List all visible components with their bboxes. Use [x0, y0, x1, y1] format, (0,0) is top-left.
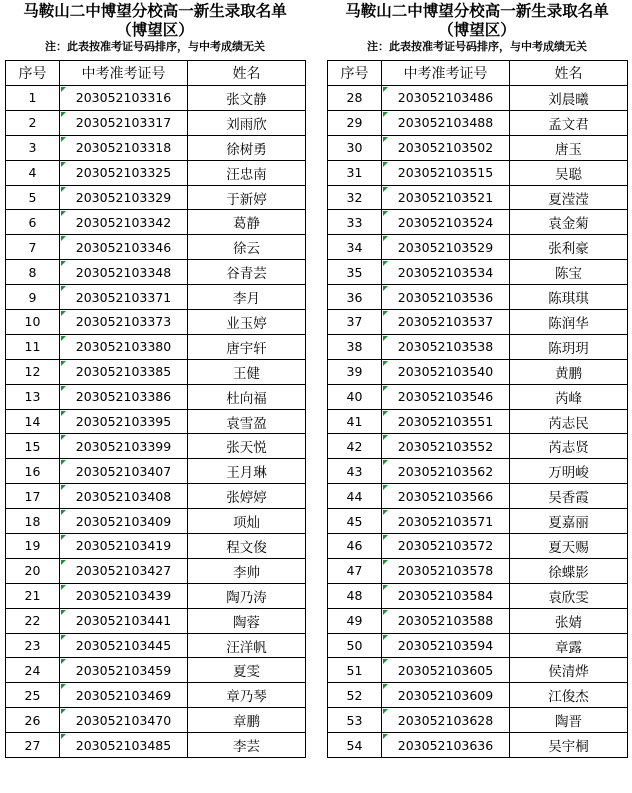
cert-cell: 203052103636 [382, 733, 510, 758]
cert-cell: 203052103485 [60, 733, 188, 758]
table-body-right [328, 86, 628, 758]
table-row [328, 534, 628, 559]
cert-cell: 203052103316 [60, 86, 188, 111]
table-row [6, 409, 306, 434]
table-row [328, 708, 628, 733]
name-cell: 章鹏 [188, 708, 306, 733]
cert-cell: 203052103346 [60, 235, 188, 260]
index-cell: 29 [328, 110, 382, 135]
table-row [6, 633, 306, 658]
cert-cell: 203052103325 [60, 160, 188, 185]
cert-cell: 203052103439 [60, 583, 188, 608]
cert-cell: 203052103578 [382, 558, 510, 583]
index-cell: 33 [328, 210, 382, 235]
table-row [328, 334, 628, 359]
cert-cell: 203052103537 [382, 310, 510, 335]
cert-cell: 203052103571 [382, 509, 510, 534]
index-cell: 36 [328, 285, 382, 310]
index-cell: 21 [6, 583, 60, 608]
header-row [6, 61, 306, 86]
header-name: 姓名 [510, 61, 628, 86]
name-cell: 夏雯 [188, 658, 306, 683]
cert-cell: 203052103562 [382, 459, 510, 484]
index-cell: 15 [6, 434, 60, 459]
page-title [5, 0, 305, 40]
name-cell: 陶晋 [510, 708, 628, 733]
cert-cell: 203052103572 [382, 534, 510, 559]
index-cell: 45 [328, 509, 382, 534]
name-cell: 程文俊 [188, 534, 306, 559]
index-cell: 19 [6, 534, 60, 559]
cert-cell: 203052103419 [60, 534, 188, 559]
table-row [328, 608, 628, 633]
name-cell: 徐云 [188, 235, 306, 260]
table-row [328, 733, 628, 758]
index-cell: 28 [328, 86, 382, 111]
cert-cell: 203052103488 [382, 110, 510, 135]
name-cell: 夏滢滢 [510, 185, 628, 210]
table-row [328, 86, 628, 111]
table-row [328, 359, 628, 384]
table-row [328, 260, 628, 285]
index-cell: 5 [6, 185, 60, 210]
index-cell: 38 [328, 334, 382, 359]
table-row [6, 185, 306, 210]
cert-cell: 203052103342 [60, 210, 188, 235]
cert-cell: 203052103399 [60, 434, 188, 459]
index-cell: 46 [328, 534, 382, 559]
name-cell: 于新婷 [188, 185, 306, 210]
name-cell: 谷青芸 [188, 260, 306, 285]
table-row [6, 558, 306, 583]
cert-cell: 203052103317 [60, 110, 188, 135]
name-cell: 黄鹏 [510, 359, 628, 384]
index-cell: 42 [328, 434, 382, 459]
name-cell: 章乃琴 [188, 683, 306, 708]
table-row [6, 534, 306, 559]
table-row [6, 708, 306, 733]
table-row [6, 484, 306, 509]
index-cell: 8 [6, 260, 60, 285]
cert-cell: 203052103515 [382, 160, 510, 185]
cert-cell: 203052103408 [60, 484, 188, 509]
index-cell: 6 [6, 210, 60, 235]
cert-cell: 203052103373 [60, 310, 188, 335]
name-cell: 夏天赐 [510, 534, 628, 559]
header-cert: 中考准考证号 [60, 61, 188, 86]
title-line-1: 马鞍山二中博望分校高一新生录取名单 [345, 2, 609, 20]
cert-cell: 203052103445 [60, 633, 188, 658]
table-row [328, 235, 628, 260]
table-body-left [6, 86, 306, 758]
admission-table-right [327, 60, 628, 758]
index-cell: 34 [328, 235, 382, 260]
table-row [6, 160, 306, 185]
title-line-1: 马鞍山二中博望分校高一新生录取名单 [23, 2, 287, 20]
cert-cell: 203052103521 [382, 185, 510, 210]
name-cell: 业玉婷 [188, 310, 306, 335]
name-cell: 夏嘉丽 [510, 509, 628, 534]
index-cell: 44 [328, 484, 382, 509]
name-cell: 袁欣雯 [510, 583, 628, 608]
cert-cell: 203052103407 [60, 459, 188, 484]
index-cell: 2 [6, 110, 60, 135]
cert-cell: 203052103409 [60, 509, 188, 534]
page-title-right [327, 0, 627, 40]
name-cell: 李月 [188, 285, 306, 310]
name-cell: 万明峻 [510, 459, 628, 484]
table-row [328, 459, 628, 484]
cert-cell: 203052103470 [60, 708, 188, 733]
name-cell: 江俊杰 [510, 683, 628, 708]
table-row [6, 459, 306, 484]
table-row [328, 633, 628, 658]
index-cell: 39 [328, 359, 382, 384]
index-cell: 43 [328, 459, 382, 484]
cert-cell: 203052103605 [382, 658, 510, 683]
right-panel [327, 0, 627, 758]
cert-cell: 203052103459 [60, 658, 188, 683]
table-row [328, 434, 628, 459]
name-cell: 项灿 [188, 509, 306, 534]
table-row [328, 484, 628, 509]
index-cell: 40 [328, 384, 382, 409]
index-cell: 54 [328, 733, 382, 758]
cert-cell: 203052103584 [382, 583, 510, 608]
name-cell: 杜向福 [188, 384, 306, 409]
name-cell: 王健 [188, 359, 306, 384]
name-cell: 吴宇桐 [510, 733, 628, 758]
name-cell: 葛静 [188, 210, 306, 235]
table-row [328, 160, 628, 185]
cert-cell: 203052103395 [60, 409, 188, 434]
cert-cell: 203052103552 [382, 434, 510, 459]
index-cell: 32 [328, 185, 382, 210]
name-cell: 张文静 [188, 86, 306, 111]
cert-cell: 203052103469 [60, 683, 188, 708]
table-row [328, 409, 628, 434]
name-cell: 吴香霞 [510, 484, 628, 509]
index-cell: 47 [328, 558, 382, 583]
name-cell: 陈宝 [510, 260, 628, 285]
index-cell: 3 [6, 135, 60, 160]
cert-cell: 203052103551 [382, 409, 510, 434]
name-cell: 张利豪 [510, 235, 628, 260]
cert-cell: 203052103486 [382, 86, 510, 111]
title-line-2: （博望区） [116, 21, 194, 39]
cert-cell: 203052103502 [382, 135, 510, 160]
table-row [328, 185, 628, 210]
cert-cell: 203052103427 [60, 558, 188, 583]
name-cell: 陈琪琪 [510, 285, 628, 310]
name-cell: 孟文君 [510, 110, 628, 135]
table-row [6, 608, 306, 633]
table-row [6, 509, 306, 534]
table-row [6, 135, 306, 160]
table-row [6, 310, 306, 335]
name-cell: 汪洋帆 [188, 633, 306, 658]
index-cell: 49 [328, 608, 382, 633]
name-cell: 刘晨曦 [510, 86, 628, 111]
table-row [328, 658, 628, 683]
index-cell: 53 [328, 708, 382, 733]
index-cell: 31 [328, 160, 382, 185]
name-cell: 吴聪 [510, 160, 628, 185]
index-cell: 9 [6, 285, 60, 310]
cert-cell: 203052103546 [382, 384, 510, 409]
index-cell: 35 [328, 260, 382, 285]
name-cell: 芮峰 [510, 384, 628, 409]
name-cell: 芮志贤 [510, 434, 628, 459]
table-row [328, 558, 628, 583]
index-cell: 48 [328, 583, 382, 608]
cert-cell: 203052103628 [382, 708, 510, 733]
table-row [328, 135, 628, 160]
index-cell: 11 [6, 334, 60, 359]
index-cell: 25 [6, 683, 60, 708]
table-row [328, 384, 628, 409]
cert-cell: 203052103348 [60, 260, 188, 285]
name-cell: 陈润华 [510, 310, 628, 335]
name-cell: 张婷婷 [188, 484, 306, 509]
table-row [6, 434, 306, 459]
index-cell: 41 [328, 409, 382, 434]
cert-cell: 203052103371 [60, 285, 188, 310]
table-row [6, 86, 306, 111]
cert-cell: 203052103538 [382, 334, 510, 359]
name-cell: 唐宇轩 [188, 334, 306, 359]
cert-cell: 203052103441 [60, 608, 188, 633]
table-row [6, 260, 306, 285]
name-cell: 李芸 [188, 733, 306, 758]
name-cell: 徐树勇 [188, 135, 306, 160]
header-index: 序号 [328, 61, 382, 86]
index-cell: 1 [6, 86, 60, 111]
index-cell: 23 [6, 633, 60, 658]
cert-cell: 203052103594 [382, 633, 510, 658]
table-row [328, 583, 628, 608]
index-cell: 13 [6, 384, 60, 409]
name-cell: 陈玥玥 [510, 334, 628, 359]
cert-cell: 203052103609 [382, 683, 510, 708]
name-cell: 唐玉 [510, 135, 628, 160]
index-cell: 26 [6, 708, 60, 733]
name-cell: 王月琳 [188, 459, 306, 484]
cert-cell: 203052103385 [60, 359, 188, 384]
header-cert: 中考准考证号 [382, 61, 510, 86]
index-cell: 52 [328, 683, 382, 708]
name-cell: 袁金菊 [510, 210, 628, 235]
admission-table-left [5, 60, 306, 758]
table-row [6, 235, 306, 260]
table-row [6, 658, 306, 683]
name-cell: 章露 [510, 633, 628, 658]
name-cell: 侯清烨 [510, 658, 628, 683]
index-cell: 16 [6, 459, 60, 484]
cert-cell: 203052103380 [60, 334, 188, 359]
table-row [6, 683, 306, 708]
table-row [6, 334, 306, 359]
name-cell: 陶乃涛 [188, 583, 306, 608]
index-cell: 4 [6, 160, 60, 185]
name-cell: 刘雨欣 [188, 110, 306, 135]
index-cell: 20 [6, 558, 60, 583]
cert-cell: 203052103534 [382, 260, 510, 285]
cert-cell: 203052103588 [382, 608, 510, 633]
cert-cell: 203052103566 [382, 484, 510, 509]
name-cell: 芮志民 [510, 409, 628, 434]
cert-cell: 203052103386 [60, 384, 188, 409]
name-cell: 陶蓉 [188, 608, 306, 633]
cert-cell: 203052103529 [382, 235, 510, 260]
index-cell: 14 [6, 409, 60, 434]
table-row [6, 733, 306, 758]
name-cell: 张天悦 [188, 434, 306, 459]
table-row [6, 285, 306, 310]
table-row [6, 359, 306, 384]
index-cell: 7 [6, 235, 60, 260]
index-cell: 37 [328, 310, 382, 335]
table-row [328, 310, 628, 335]
sort-note: 注：此表按准考证号码排序，与中考成绩无关 [45, 40, 265, 53]
index-cell: 18 [6, 509, 60, 534]
table-row [328, 110, 628, 135]
cert-cell: 203052103329 [60, 185, 188, 210]
name-cell: 李帅 [188, 558, 306, 583]
cert-cell: 203052103536 [382, 285, 510, 310]
name-cell: 袁雪盈 [188, 409, 306, 434]
index-cell: 50 [328, 633, 382, 658]
index-cell: 27 [6, 733, 60, 758]
sort-note-right: 注：此表按准考证号码排序，与中考成绩无关 [367, 40, 587, 53]
table-row [6, 384, 306, 409]
cert-cell: 203052103318 [60, 135, 188, 160]
left-panel [5, 0, 305, 758]
title-line-2: （博望区） [438, 21, 516, 39]
name-cell: 汪忠南 [188, 160, 306, 185]
header-row [328, 61, 628, 86]
table-row [6, 110, 306, 135]
header-index: 序号 [6, 61, 60, 86]
table-row [328, 683, 628, 708]
table-row [328, 509, 628, 534]
table-row [6, 210, 306, 235]
cert-cell: 203052103540 [382, 359, 510, 384]
table-row [328, 285, 628, 310]
name-cell: 徐蝶影 [510, 558, 628, 583]
cert-cell: 203052103524 [382, 210, 510, 235]
index-cell: 30 [328, 135, 382, 160]
index-cell: 24 [6, 658, 60, 683]
index-cell: 51 [328, 658, 382, 683]
table-row [6, 583, 306, 608]
header-name: 姓名 [188, 61, 306, 86]
index-cell: 12 [6, 359, 60, 384]
index-cell: 22 [6, 608, 60, 633]
name-cell: 张婧 [510, 608, 628, 633]
table-row [328, 210, 628, 235]
index-cell: 10 [6, 310, 60, 335]
index-cell: 17 [6, 484, 60, 509]
